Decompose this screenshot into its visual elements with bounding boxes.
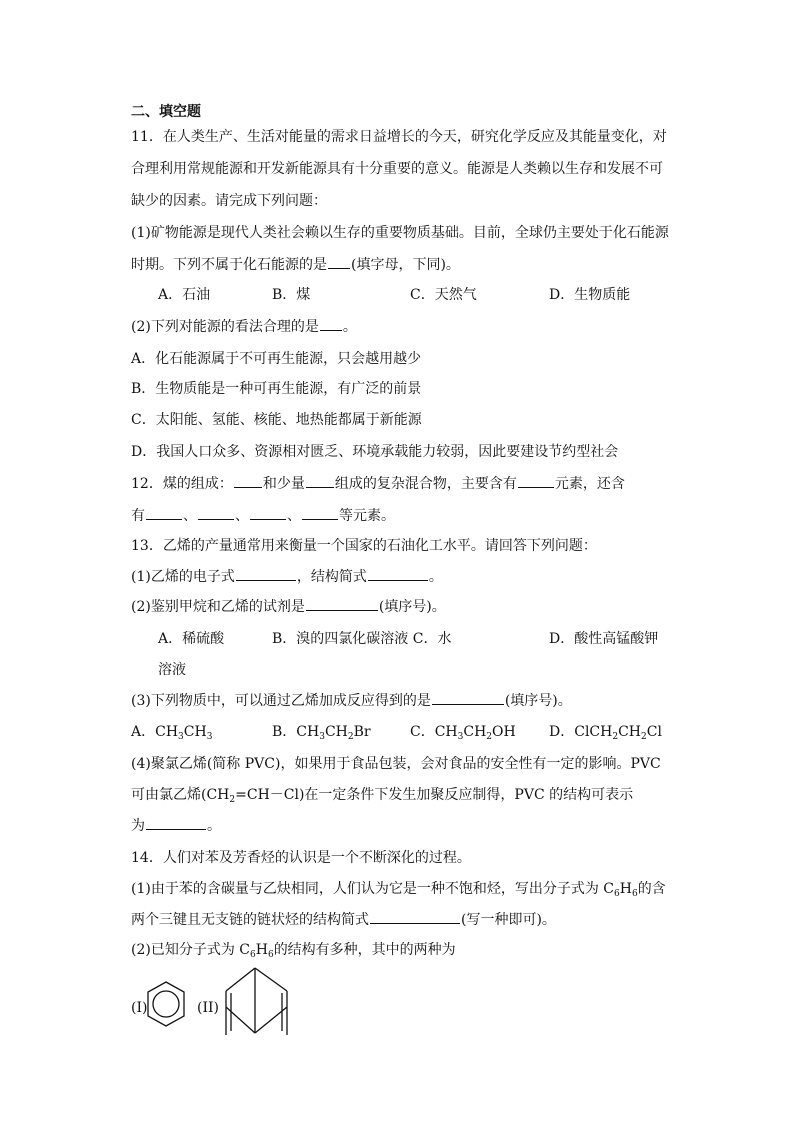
q13-part1 xyxy=(131,568,443,586)
q11-part1-option-b: B．煤 xyxy=(272,287,311,303)
q13-part3-option-a: A．$CH_3CH_3$ xyxy=(131,724,213,742)
q12-blank-7[interactable] xyxy=(302,507,338,520)
q13-part3-blank[interactable] xyxy=(432,692,504,705)
q12-text-3: 元素，还含 xyxy=(554,476,625,492)
q14-part1-blank[interactable] xyxy=(370,911,460,924)
q13-part3-option-c: C．$CH_3CH_2OH$ xyxy=(410,724,516,742)
q13-part3 xyxy=(131,692,572,710)
q11-intro-line-3: 缺少的因素。请完成下列问题： xyxy=(131,193,327,209)
q11-part2-end: 。 xyxy=(342,319,357,335)
q13-part4-line-3: 为 。 xyxy=(131,818,221,834)
q12-blank-3[interactable] xyxy=(518,475,554,488)
q12-text-1: 和少量 xyxy=(262,476,305,492)
q11-part2-option-d: D．我国人口众多、资源相对匮乏、环境承载能力较弱，因此要建设节约型社会 xyxy=(131,444,619,460)
structure-label-ii: (II) xyxy=(197,1000,219,1016)
q11-part2-text: (2)下列对能源的看法合理的是 xyxy=(131,319,319,335)
q11-part1-line-2 xyxy=(131,256,460,274)
q13-part3-text: (3)下列物质中，可以通过乙烯加成反应得到的是 xyxy=(131,693,431,709)
q14-part2: (2)已知分子式为 $C_6H_6$的结构有多种，其中的两种为 xyxy=(131,942,456,960)
q13-part2-option-a: A．稀硫酸 xyxy=(158,631,225,647)
q12-blank-1[interactable] xyxy=(234,475,262,488)
q13-part4-blank[interactable] xyxy=(146,817,206,830)
q12-text-5: 等元素。 xyxy=(339,508,395,524)
q13-part1-blank-1[interactable] xyxy=(236,568,296,581)
q13-part2-option-d-cont: 溶液 xyxy=(158,662,186,678)
q14-intro: 14．人们对苯及芳香烃的认识是一个不断深化的过程。 xyxy=(131,850,471,866)
q13-intro: 13．乙烯的产量通常用来衡量一个国家的石油化工水平。请回答下列问题： xyxy=(131,538,597,554)
q13-part2-note: (填序号)。 xyxy=(378,599,446,615)
benzene-structure xyxy=(145,980,195,1040)
q12-blank-6[interactable] xyxy=(250,507,286,520)
q11-part1-line-1: (1)矿物能源是现代人类社会赖以生存的重要物质基础。目前，全球仍主要处于化石能源 xyxy=(131,225,669,241)
q12-blank-4[interactable] xyxy=(146,507,182,520)
dewar-benzene-structure xyxy=(220,965,300,1055)
q14-part1-line-2: 两个三键且无支链的链状烃的结构简式 (写一种即可)。 xyxy=(131,912,556,928)
q12-line-2 xyxy=(131,507,395,525)
q11-part1-option-d: D．生物质能 xyxy=(549,287,631,303)
q12-sep-3: 、 xyxy=(287,508,301,524)
q12-blank-2[interactable] xyxy=(306,475,334,488)
q13-part2 xyxy=(131,598,446,616)
section-title: 二、填空题 xyxy=(131,104,201,120)
q11-part2-answer-blank[interactable] xyxy=(320,318,342,331)
q13-part2-option-d: D．酸性高锰酸钾 xyxy=(549,631,659,647)
q13-part1-end: 。 xyxy=(428,569,443,585)
q11-intro-line-2: 合理利用常规能源和开发新能源具有十分重要的意义。能源是人类赖以生存和发展不可 xyxy=(131,161,663,177)
q13-part1-text: (1)乙烯的电子式 xyxy=(131,569,235,585)
q13-part3-option-b: B．$CH_3CH_2Br$ xyxy=(272,724,371,742)
q11-part2-option-b: B．生物质能是一种可再生能源，有广泛的前景 xyxy=(131,381,422,397)
q13-part2-blank[interactable] xyxy=(306,598,378,611)
q11-part2-option-a: A．化石能源属于不可再生能源，只会越用越少 xyxy=(131,351,422,367)
q12-text-2: 组成的复杂混合物，主要含有 xyxy=(334,476,517,492)
q13-part2-option-b-c: B．溴的四氯化碳溶液 C．水 xyxy=(272,631,452,647)
q13-part3-note: (填序号)。 xyxy=(504,693,572,709)
structure-label-i: (I) xyxy=(131,1000,148,1016)
q13-part1-mid: ，结构简式 xyxy=(296,569,367,585)
q13-part3-option-d: D．$ClCH_2CH_2Cl$ xyxy=(549,724,662,742)
q11-part1-note: (填字母，下同)。 xyxy=(351,257,460,273)
q12-blank-5[interactable] xyxy=(198,507,234,520)
q13-part1-blank-2[interactable] xyxy=(368,568,428,581)
q11-part2-question xyxy=(131,318,357,336)
q11-part1-answer-blank[interactable] xyxy=(328,256,350,269)
q11-part1-option-c: C．天然气 xyxy=(410,287,477,303)
q11-part2-option-c: C．太阳能、氢能、核能、地热能都属于新能源 xyxy=(131,412,422,428)
q12-text-4: 有 xyxy=(131,508,145,524)
q13-part4-line-1: (4)聚氯乙烯(简称 PVC)，如果用于食品包装，会对食品的安全性有一定的影响。PVC xyxy=(131,756,661,772)
q12-sep-2: 、 xyxy=(235,508,249,524)
q13-part2-text: (2)鉴别甲烷和乙烯的试剂是 xyxy=(131,599,305,615)
q11-part1-option-a: A．石油 xyxy=(158,287,211,303)
q13-part4-line-2: 可由氯乙烯$(CH_2=CH-Cl)$在一定条件下发生加聚反应制得，PVC 的结构可表示 xyxy=(131,787,634,805)
q12-sep-1: 、 xyxy=(183,508,197,524)
q14-part1-line-1: (1)由于苯的含碳量与乙炔相同，人们认为它是一种不饱和烃，写出分子式为 $C_6H_6$的含 xyxy=(131,881,666,899)
q11-part1-text: 时期。下列不属于化石能源的是 xyxy=(131,257,327,273)
q12-line-1 xyxy=(131,475,625,493)
q11-intro-line-1: 11．在人类生产、生活对能量的需求日益增长的今天，研究化学反应及其能量变化，对 xyxy=(131,129,667,145)
q12-label: 12．煤的组成： xyxy=(131,476,233,492)
